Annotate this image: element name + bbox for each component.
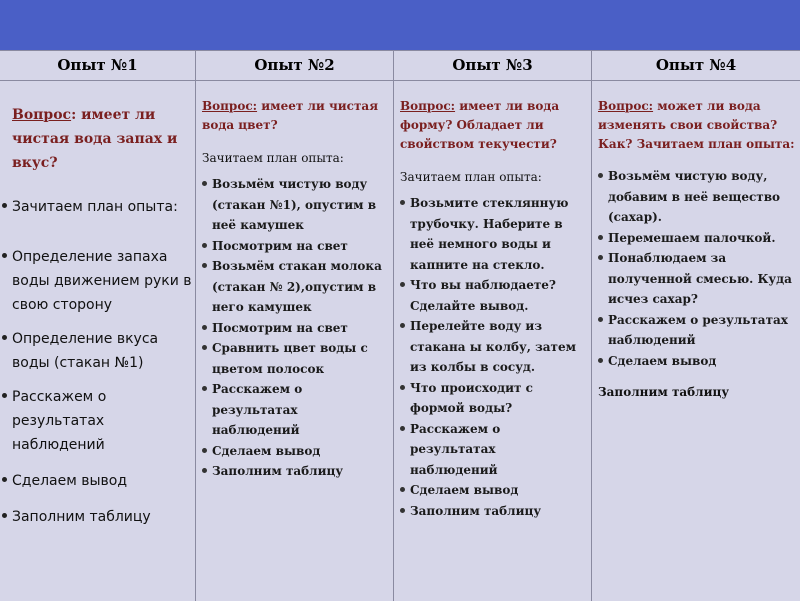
question-label: Вопрос: [598,99,654,113]
list-item: Что вы наблюдаете? Сделайте вывод. [400,275,587,316]
question-text: может ли вода изменять свои свойства? Как? Зачитаем план опыта: [598,99,795,151]
column-header: Опыт №3 [394,51,591,81]
list-item: Сделаем вывод [12,469,195,493]
list-item: Зачитаем план опыта: [12,195,195,219]
question-text: имеет ли чистая вода цвет? [202,99,379,132]
title-bar [0,0,800,50]
column-experiment-3 [394,51,592,601]
question-text: : имеет ли чистая вода запах и вкус? [12,107,178,171]
list-item: Расскажем о результатах наблюдений [12,385,195,457]
steps-list [400,193,587,521]
question-label: Вопрос: [400,99,456,113]
steps-list [598,166,796,371]
column-header: Опыт №2 [196,51,393,81]
question [12,103,191,175]
list-item: Посмотрим на свет [202,236,389,257]
list-item: Расскажем о результатах наблюдений [202,379,389,441]
list-item: Перелейте воду из стакана ы колбу, затем из колбы в сосуд. [400,316,587,378]
list-item: Возьмём стакан молока (стакан № 2),опустим в него камушек [202,256,389,318]
list-item: Заполним таблицу [400,501,587,522]
list-item: Возьмите стеклянную трубочку. Наберите в неё немного воды и капните на стекло. [400,193,587,275]
list-item: Заполним таблицу [12,505,195,529]
list-item: Расскажем о результатах наблюдений [400,419,587,481]
column-experiment-4 [592,51,800,601]
list-item: Что происходит с формой воды? [400,378,587,419]
list-item: Сделаем вывод [400,480,587,501]
list-item: Сделаем вывод [598,351,796,372]
question [598,97,796,154]
list-item: Расскажем о результатах наблюдений [598,310,796,351]
list-item: Посмотрим на свет [202,318,389,339]
column-experiment-1 [0,51,196,601]
column-header: Опыт №1 [0,51,195,81]
list-item: Возьмём чистую воду (стакан №1), опустим в неё камушек [202,174,389,236]
list-item: Понаблюдаем за полученной смесью. Куда исчез сахар? [598,248,796,310]
list-item: Сделаем вывод [202,441,389,462]
list-item: Перемешаем палочкой. [598,228,796,249]
list-item: Сравнить цвет воды с цветом полосок [202,338,389,379]
question-text: имеет ли вода форму? Обладает ли свойством текучести? [400,99,560,151]
question [202,97,389,135]
plan-heading: Зачитаем план опыта: [202,151,344,165]
column-header: Опыт №4 [592,51,800,81]
list-item: Определение вкуса воды (стакан №1) [12,327,195,375]
column-experiment-2 [196,51,394,601]
list-item: Заполним таблицу [598,385,730,399]
plan-heading: Зачитаем план опыта: [400,170,542,184]
experiments-table [0,50,800,601]
question-label: Вопрос: [202,99,258,113]
steps-list [202,174,389,482]
list-item: Заполним таблицу [202,461,389,482]
question-label: Вопрос [12,107,72,123]
question [400,97,587,154]
list-item: Определение запаха воды движением руки в свою сторону [12,245,195,317]
list-item: Возьмём чистую воду, добавим в неё вещество (сахар). [598,166,796,228]
